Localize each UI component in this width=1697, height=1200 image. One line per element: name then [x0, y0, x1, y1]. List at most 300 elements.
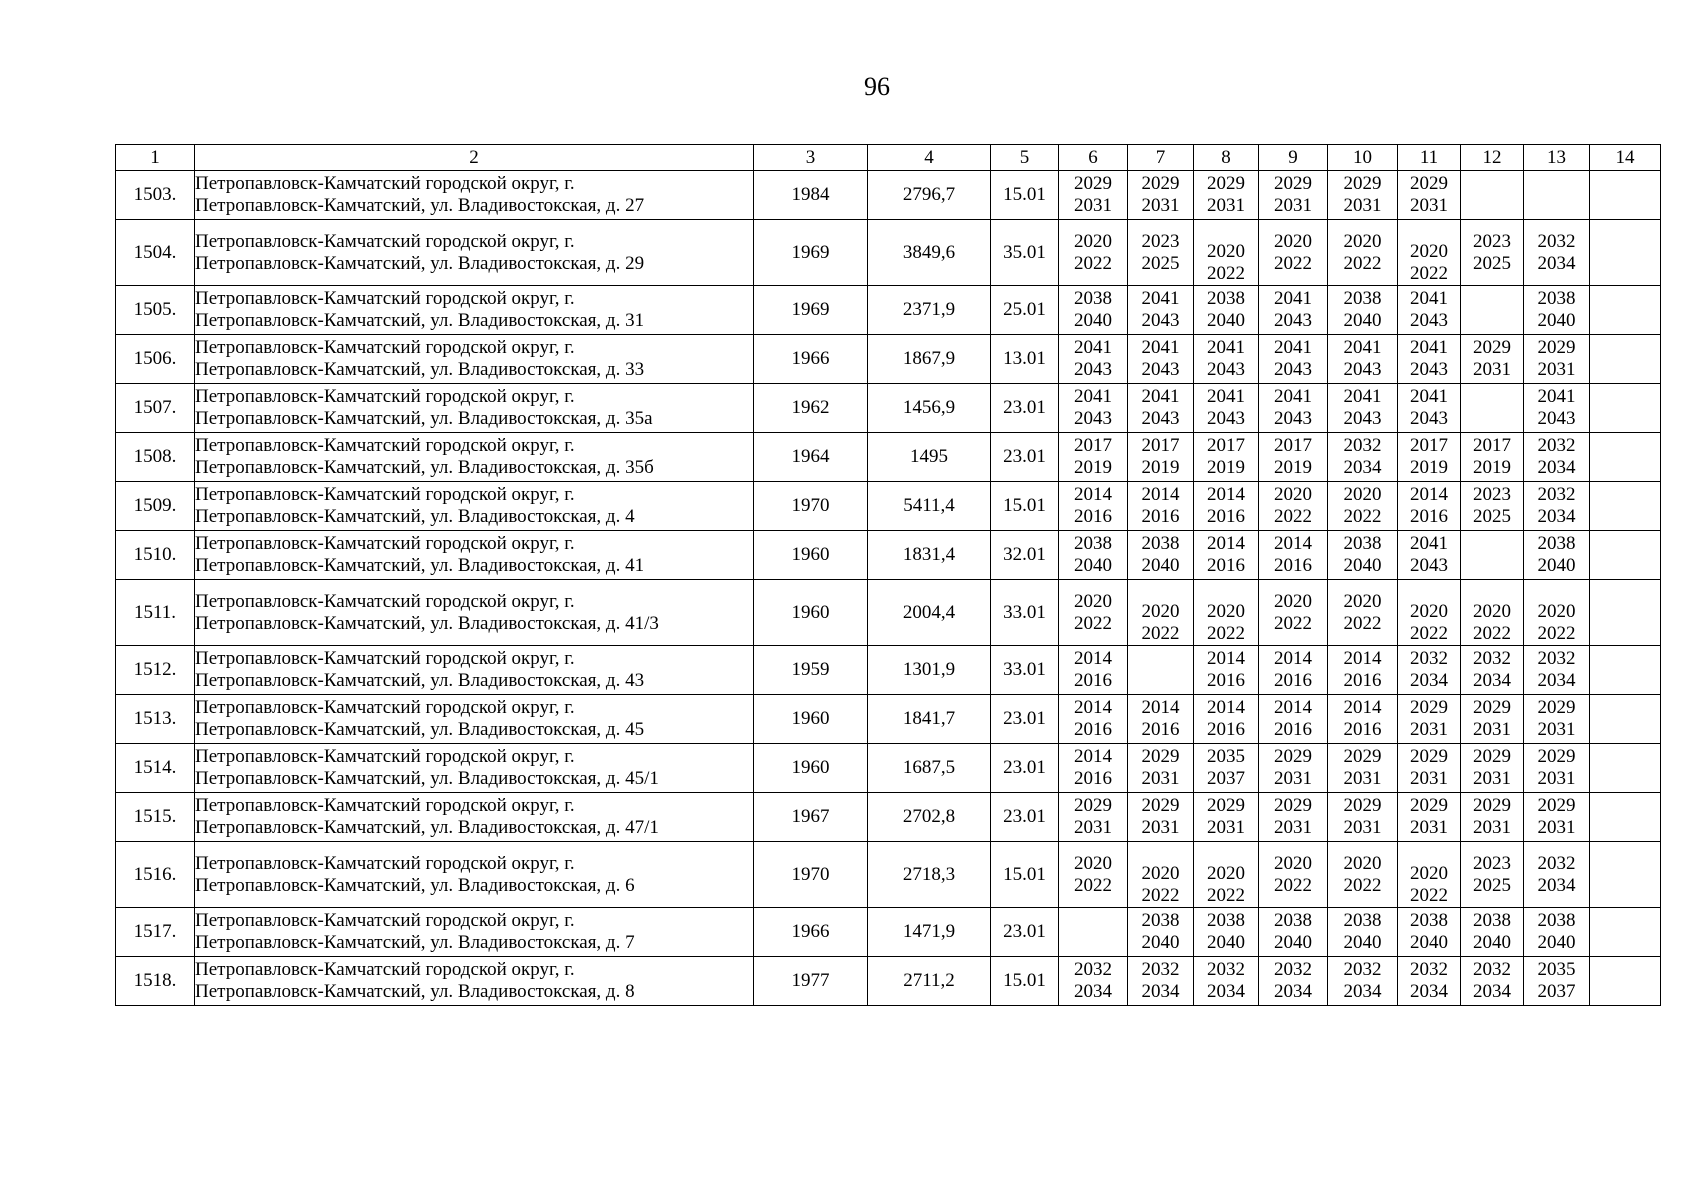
address-line-2: Петропавловск-Камчатский, ул. Владивостокская, д. 45 — [195, 719, 645, 740]
period-value: 2038 2040 — [1207, 288, 1245, 331]
address-cell — [195, 957, 754, 1006]
column-header: 14 — [1590, 145, 1661, 171]
period-cell — [1398, 695, 1461, 744]
table-row — [116, 908, 1661, 957]
build-year: 1966 — [754, 908, 868, 957]
period-value: 2020 2022 — [1410, 241, 1448, 284]
build-year: 1962 — [754, 384, 868, 433]
address-line-1: Петропавловск-Камчатский городской округ, г. — [195, 173, 575, 194]
period-cell — [1259, 842, 1328, 908]
period-value: 2038 2040 — [1343, 288, 1382, 331]
period-cell — [1194, 531, 1259, 580]
period-value: 2041 2043 — [1207, 386, 1245, 429]
period-value: 2014 2016 — [1074, 484, 1112, 527]
period-value: 2032 2034 — [1207, 959, 1245, 1002]
period-cell — [1259, 335, 1328, 384]
address-line-2: Петропавловск-Камчатский, ул. Владивостокская, д. 35а — [195, 408, 653, 429]
period-value: 2041 2043 — [1074, 386, 1112, 429]
area-value: 1841,7 — [868, 695, 991, 744]
period-value: 2020 2022 — [1410, 863, 1448, 906]
period-cell — [1524, 531, 1590, 580]
area-value: 1471,9 — [868, 908, 991, 957]
period-value: 2014 2016 — [1274, 697, 1312, 740]
row-number: 1516. — [116, 842, 195, 908]
column-header: 6 — [1059, 145, 1128, 171]
address-line-2: Петропавловск-Камчатский, ул. Владивостокская, д. 7 — [195, 932, 635, 953]
period-cell — [1398, 171, 1461, 220]
period-cell — [1524, 908, 1590, 957]
period-value: 2032 2034 — [1074, 959, 1112, 1002]
area-value: 2796,7 — [868, 171, 991, 220]
period-value: 2038 2040 — [1410, 910, 1448, 953]
period-cell — [1259, 384, 1328, 433]
build-year: 1969 — [754, 286, 868, 335]
row-number: 1512. — [116, 646, 195, 695]
period-value: 2029 2031 — [1410, 173, 1448, 216]
row-number: 1503. — [116, 171, 195, 220]
period-value: 2020 2022 — [1141, 601, 1180, 644]
period-value: 2041 2043 — [1207, 337, 1245, 380]
period-cell — [1328, 220, 1398, 286]
area-value: 1301,9 — [868, 646, 991, 695]
period-value: 2014 2016 — [1410, 484, 1448, 527]
period-cell — [1461, 335, 1524, 384]
period-cell — [1328, 793, 1398, 842]
period-cell — [1059, 171, 1128, 220]
period-cell — [1059, 286, 1128, 335]
period-cell — [1524, 695, 1590, 744]
period-value: 2032 2034 — [1343, 435, 1382, 478]
address-line-1: Петропавловск-Камчатский городской округ, г. — [195, 337, 575, 358]
period-cell — [1398, 482, 1461, 531]
period-cell — [1328, 482, 1398, 531]
address-line-1: Петропавловск-Камчатский городской округ, г. — [195, 435, 575, 456]
period-cell — [1524, 482, 1590, 531]
period-value: 2029 2031 — [1207, 173, 1245, 216]
build-year: 1970 — [754, 842, 868, 908]
period-value: 2014 2016 — [1274, 648, 1312, 691]
period-value: 2029 2031 — [1274, 746, 1312, 789]
area-value: 2718,3 — [868, 842, 991, 908]
period-cell — [1059, 433, 1128, 482]
period-value: 2020 2022 — [1207, 241, 1245, 284]
table-body — [116, 171, 1661, 1006]
row-number: 1507. — [116, 384, 195, 433]
period-cell — [1128, 220, 1194, 286]
period-value: 2032 2034 — [1473, 959, 1511, 1002]
period-cell — [1194, 171, 1259, 220]
period-cell — [1524, 433, 1590, 482]
period-cell — [1259, 171, 1328, 220]
period-cell — [1128, 695, 1194, 744]
address-line-2: Петропавловск-Камчатский, ул. Владивостокская, д. 43 — [195, 670, 645, 691]
address-cell — [195, 646, 754, 695]
period-value: 2020 2022 — [1074, 590, 1112, 634]
row-number: 1504. — [116, 220, 195, 286]
address-cell — [195, 744, 754, 793]
address-line-1: Петропавловск-Камчатский городской округ, г. — [195, 648, 575, 669]
period-cell — [1590, 957, 1661, 1006]
address-line-2: Петропавловск-Камчатский, ул. Владивостокская, д. 41 — [195, 555, 645, 576]
area-value: 5411,4 — [868, 482, 991, 531]
period-value: 2020 2022 — [1274, 484, 1312, 527]
period-value: 2041 2043 — [1410, 533, 1448, 576]
build-year: 1960 — [754, 695, 868, 744]
period-cell — [1398, 744, 1461, 793]
table-row — [116, 580, 1661, 646]
column-header: 12 — [1461, 145, 1524, 171]
period-cell — [1328, 286, 1398, 335]
period-value: 2041 2043 — [1537, 386, 1576, 429]
period-cell — [1461, 171, 1524, 220]
table-row — [116, 744, 1661, 793]
period-value: 2020 2022 — [1074, 230, 1112, 274]
period-value: 2020 2022 — [1473, 601, 1511, 644]
period-value: 2029 2031 — [1537, 795, 1576, 838]
period-cell — [1128, 580, 1194, 646]
period-cell — [1059, 744, 1128, 793]
address-cell — [195, 220, 754, 286]
period-value: 2038 2040 — [1537, 533, 1576, 576]
address-cell — [195, 793, 754, 842]
period-value: 2029 2031 — [1537, 746, 1576, 789]
period-value: 2020 2022 — [1343, 590, 1382, 634]
address-line-2: Петропавловск-Камчатский, ул. Владивостокская, д. 4 — [195, 506, 635, 527]
period-cell — [1128, 286, 1194, 335]
period-cell — [1059, 531, 1128, 580]
area-value: 1867,9 — [868, 335, 991, 384]
period-value: 2041 2043 — [1274, 288, 1312, 331]
period-value: 2029 2031 — [1410, 697, 1448, 740]
period-value: 2014 2016 — [1141, 697, 1180, 740]
period-value: 2014 2016 — [1141, 484, 1180, 527]
period-value: 2014 2016 — [1074, 648, 1112, 691]
address-cell — [195, 580, 754, 646]
period-cell — [1590, 286, 1661, 335]
area-value: 2711,2 — [868, 957, 991, 1006]
municipality-code: 15.01 — [991, 842, 1059, 908]
build-year: 1977 — [754, 957, 868, 1006]
period-value: 2041 2043 — [1141, 288, 1180, 331]
period-cell — [1398, 957, 1461, 1006]
period-value: 2041 2043 — [1274, 337, 1312, 380]
period-cell — [1194, 384, 1259, 433]
period-cell — [1259, 482, 1328, 531]
period-cell — [1259, 220, 1328, 286]
column-header: 8 — [1194, 145, 1259, 171]
period-cell — [1059, 335, 1128, 384]
period-value: 2041 2043 — [1410, 386, 1448, 429]
build-year: 1960 — [754, 531, 868, 580]
address-line-1: Петропавловск-Камчатский городской округ, г. — [195, 697, 575, 718]
period-value: 2017 2019 — [1207, 435, 1245, 478]
period-value: 2017 2019 — [1074, 435, 1112, 478]
period-value: 2041 2043 — [1141, 337, 1180, 380]
address-cell — [195, 482, 754, 531]
address-cell — [195, 384, 754, 433]
area-value: 1687,5 — [868, 744, 991, 793]
municipality-code: 15.01 — [991, 482, 1059, 531]
address-cell — [195, 433, 754, 482]
period-cell — [1059, 220, 1128, 286]
build-year: 1967 — [754, 793, 868, 842]
address-line-1: Петропавловск-Камчатский городской округ, г. — [195, 590, 575, 612]
area-value: 2371,9 — [868, 286, 991, 335]
address-line-2: Петропавловск-Камчатский, ул. Владивостокская, д. 31 — [195, 310, 645, 331]
period-value: 2020 2022 — [1410, 601, 1448, 644]
period-value: 2023 2025 — [1473, 852, 1511, 896]
period-value: 2029 2031 — [1537, 337, 1576, 380]
period-cell — [1590, 220, 1661, 286]
row-number: 1515. — [116, 793, 195, 842]
period-cell — [1059, 482, 1128, 531]
municipality-code: 25.01 — [991, 286, 1059, 335]
period-cell — [1524, 220, 1590, 286]
municipality-code: 23.01 — [991, 433, 1059, 482]
period-cell — [1194, 957, 1259, 1006]
period-value: 2023 2025 — [1141, 230, 1180, 274]
period-cell — [1259, 531, 1328, 580]
period-cell — [1259, 433, 1328, 482]
table-row — [116, 171, 1661, 220]
period-value: 2041 2043 — [1274, 386, 1312, 429]
period-cell — [1398, 286, 1461, 335]
period-cell — [1128, 908, 1194, 957]
period-cell — [1328, 842, 1398, 908]
column-header: 5 — [991, 145, 1059, 171]
area-value: 1456,9 — [868, 384, 991, 433]
period-cell — [1194, 646, 1259, 695]
period-cell — [1194, 286, 1259, 335]
period-cell — [1524, 744, 1590, 793]
address-line-1: Петропавловск-Камчатский городской округ, г. — [195, 533, 575, 554]
municipality-code: 23.01 — [991, 908, 1059, 957]
period-cell — [1461, 646, 1524, 695]
build-year: 1966 — [754, 335, 868, 384]
period-value: 2038 2040 — [1537, 288, 1576, 331]
period-cell — [1328, 744, 1398, 793]
address-line-2: Петропавловск-Камчатский, ул. Владивостокская, д. 41/3 — [195, 612, 659, 634]
period-value: 2029 2031 — [1473, 697, 1511, 740]
period-cell — [1398, 433, 1461, 482]
period-value: 2038 2040 — [1074, 533, 1112, 576]
period-value: 2029 2031 — [1473, 337, 1511, 380]
period-cell — [1398, 842, 1461, 908]
period-value: 2014 2016 — [1207, 697, 1245, 740]
period-value: 2032 2034 — [1537, 484, 1576, 527]
column-header: 9 — [1259, 145, 1328, 171]
period-value: 2041 2043 — [1343, 337, 1382, 380]
period-cell — [1524, 286, 1590, 335]
period-cell — [1128, 842, 1194, 908]
area-value: 2004,4 — [868, 580, 991, 646]
period-cell — [1524, 646, 1590, 695]
period-value: 2038 2040 — [1207, 910, 1245, 953]
period-cell — [1328, 171, 1398, 220]
row-number: 1506. — [116, 335, 195, 384]
period-cell — [1461, 433, 1524, 482]
period-value: 2029 2031 — [1473, 746, 1511, 789]
period-value: 2014 2016 — [1074, 697, 1112, 740]
table-row — [116, 646, 1661, 695]
period-cell — [1194, 744, 1259, 793]
table-header — [116, 145, 1661, 171]
period-value: 2032 2034 — [1537, 852, 1576, 896]
row-number: 1508. — [116, 433, 195, 482]
period-value: 2038 2040 — [1473, 910, 1511, 953]
period-cell — [1524, 171, 1590, 220]
period-cell — [1259, 908, 1328, 957]
period-value: 2014 2016 — [1207, 484, 1245, 527]
period-cell — [1461, 957, 1524, 1006]
period-cell — [1259, 580, 1328, 646]
period-cell — [1461, 531, 1524, 580]
period-cell — [1590, 908, 1661, 957]
period-cell — [1194, 335, 1259, 384]
column-header: 2 — [195, 145, 754, 171]
period-value: 2038 2040 — [1343, 910, 1382, 953]
period-cell — [1590, 793, 1661, 842]
period-value: 2032 2034 — [1274, 959, 1312, 1002]
period-cell — [1194, 580, 1259, 646]
row-number: 1505. — [116, 286, 195, 335]
period-value: 2029 2031 — [1141, 173, 1180, 216]
period-cell — [1398, 220, 1461, 286]
column-number-row — [116, 145, 1661, 171]
period-cell — [1461, 744, 1524, 793]
period-cell — [1461, 286, 1524, 335]
period-cell — [1194, 793, 1259, 842]
column-header: 1 — [116, 145, 195, 171]
period-cell — [1461, 842, 1524, 908]
period-cell — [1128, 384, 1194, 433]
period-cell — [1128, 171, 1194, 220]
period-cell — [1194, 482, 1259, 531]
build-year: 1969 — [754, 220, 868, 286]
period-value: 2041 2043 — [1410, 288, 1448, 331]
period-value: 2035 2037 — [1207, 746, 1245, 789]
period-value: 2020 2022 — [1141, 863, 1180, 906]
period-cell — [1059, 695, 1128, 744]
period-value: 2017 2019 — [1410, 435, 1448, 478]
period-cell — [1194, 433, 1259, 482]
period-value: 2020 2022 — [1343, 230, 1382, 274]
period-value: 2032 2034 — [1537, 648, 1576, 691]
address-line-1: Петропавловск-Камчатский городской округ, г. — [195, 288, 575, 309]
address-cell — [195, 695, 754, 744]
municipality-code: 33.01 — [991, 646, 1059, 695]
period-value: 2041 2043 — [1410, 337, 1448, 380]
address-line-2: Петропавловск-Камчатский, ул. Владивостокская, д. 6 — [195, 874, 635, 896]
municipality-code: 32.01 — [991, 531, 1059, 580]
period-cell — [1461, 793, 1524, 842]
period-cell — [1059, 957, 1128, 1006]
period-cell — [1128, 531, 1194, 580]
period-value: 2020 2022 — [1537, 601, 1576, 644]
period-value: 2023 2025 — [1473, 484, 1511, 527]
address-cell — [195, 286, 754, 335]
build-year: 1970 — [754, 482, 868, 531]
period-value: 2029 2031 — [1074, 173, 1112, 216]
period-value: 2020 2022 — [1343, 484, 1382, 527]
table-row — [116, 220, 1661, 286]
period-value: 2014 2016 — [1074, 746, 1112, 789]
period-cell — [1524, 793, 1590, 842]
period-cell — [1059, 580, 1128, 646]
period-value: 2014 2016 — [1343, 648, 1382, 691]
period-cell — [1059, 384, 1128, 433]
period-cell — [1128, 433, 1194, 482]
address-line-2: Петропавловск-Камчатский, ул. Владивостокская, д. 8 — [195, 981, 635, 1002]
period-cell — [1194, 695, 1259, 744]
period-value: 2020 2022 — [1274, 230, 1312, 274]
period-cell — [1461, 482, 1524, 531]
period-cell — [1259, 695, 1328, 744]
period-value: 2020 2022 — [1274, 590, 1312, 634]
period-value: 2014 2016 — [1274, 533, 1312, 576]
municipality-code: 13.01 — [991, 335, 1059, 384]
column-header: 13 — [1524, 145, 1590, 171]
period-value: 2035 2037 — [1537, 959, 1576, 1002]
table-row — [116, 842, 1661, 908]
period-cell — [1590, 335, 1661, 384]
build-year: 1984 — [754, 171, 868, 220]
period-cell — [1398, 335, 1461, 384]
period-cell — [1128, 957, 1194, 1006]
period-value: 2041 2043 — [1074, 337, 1112, 380]
period-value: 2029 2031 — [1274, 173, 1312, 216]
period-cell — [1194, 908, 1259, 957]
period-cell — [1328, 695, 1398, 744]
period-value: 2032 2034 — [1343, 959, 1382, 1002]
period-value: 2041 2043 — [1343, 386, 1382, 429]
row-number: 1513. — [116, 695, 195, 744]
period-value: 2017 2019 — [1274, 435, 1312, 478]
period-value: 2029 2031 — [1141, 795, 1180, 838]
period-value: 2029 2031 — [1343, 746, 1382, 789]
period-cell — [1059, 842, 1128, 908]
column-header: 7 — [1128, 145, 1194, 171]
area-value: 1495 — [868, 433, 991, 482]
column-header: 4 — [868, 145, 991, 171]
period-value: 2032 2034 — [1537, 230, 1576, 274]
table-row — [116, 335, 1661, 384]
period-value: 2017 2019 — [1473, 435, 1511, 478]
table-row — [116, 384, 1661, 433]
period-cell — [1524, 842, 1590, 908]
period-value: 2029 2031 — [1537, 697, 1576, 740]
period-cell — [1590, 482, 1661, 531]
column-header: 3 — [754, 145, 868, 171]
period-value: 2020 2022 — [1074, 852, 1112, 896]
period-cell — [1590, 580, 1661, 646]
period-cell — [1328, 531, 1398, 580]
period-cell — [1590, 531, 1661, 580]
period-cell — [1328, 646, 1398, 695]
period-value: 2038 2040 — [1343, 533, 1382, 576]
address-line-2: Петропавловск-Камчатский, ул. Владивостокская, д. 35б — [195, 457, 654, 478]
period-cell — [1259, 957, 1328, 1006]
period-value: 2038 2040 — [1141, 533, 1180, 576]
period-value: 2020 2022 — [1207, 863, 1245, 906]
period-value: 2020 2022 — [1274, 852, 1312, 896]
address-line-1: Петропавловск-Камчатский городской округ, г. — [195, 230, 575, 252]
period-value: 2038 2040 — [1074, 288, 1112, 331]
address-line-1: Петропавловск-Камчатский городской округ, г. — [195, 795, 575, 816]
period-value: 2014 2016 — [1343, 697, 1382, 740]
period-value: 2032 2034 — [1141, 959, 1180, 1002]
period-cell — [1328, 957, 1398, 1006]
